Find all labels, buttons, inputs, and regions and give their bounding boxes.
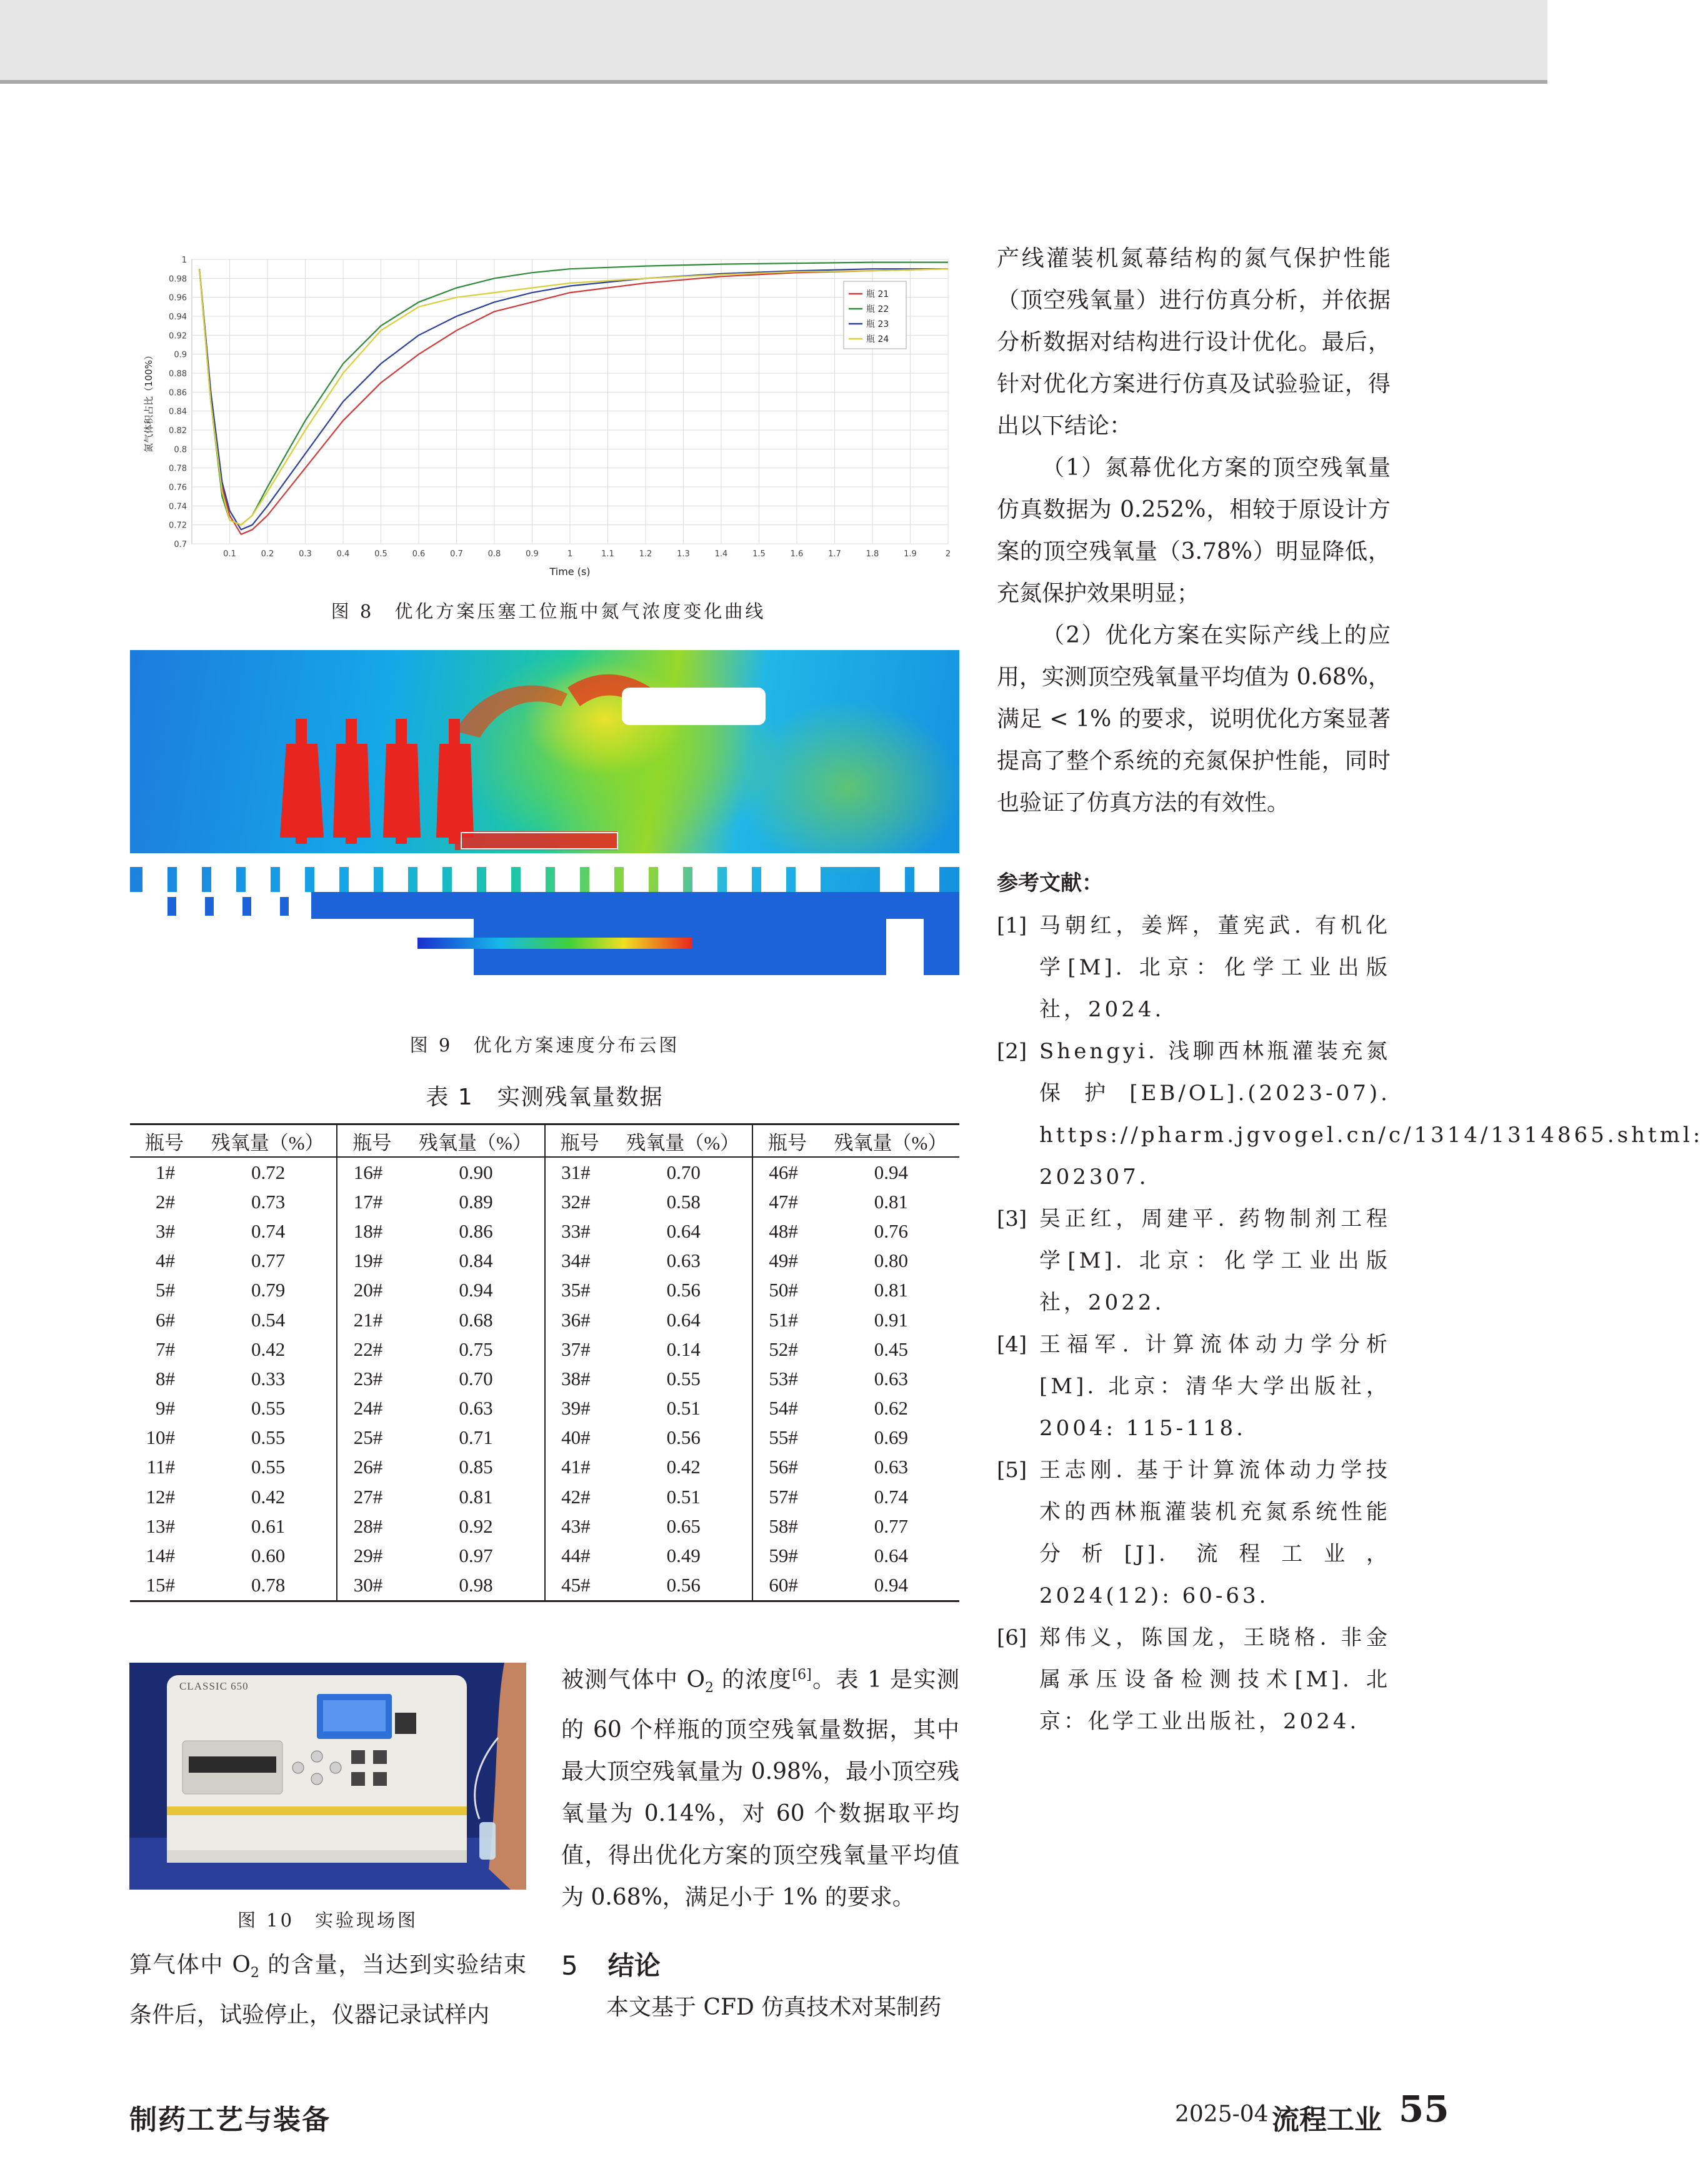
residual-value-cell: 0.84 bbox=[459, 1250, 493, 1272]
x-tick-label: 1.9 bbox=[904, 549, 917, 559]
footer-journal: 流程工业 bbox=[1272, 2104, 1382, 2136]
x-tick-label: 1.5 bbox=[752, 549, 766, 559]
table-row bbox=[130, 1246, 959, 1276]
col-header-bottle: 瓶号 bbox=[337, 1125, 406, 1158]
bottle-id-cell: 35# bbox=[545, 1276, 614, 1305]
residual-value-cell: 0.77 bbox=[251, 1250, 286, 1272]
residual-value-cell: 0.56 bbox=[666, 1426, 701, 1449]
page-number: 55 bbox=[1399, 2088, 1449, 2130]
y-tick-label: 0.92 bbox=[169, 331, 187, 341]
x-tick-label: 0.1 bbox=[223, 549, 236, 559]
bottle-id-cell: 20# bbox=[337, 1276, 406, 1305]
bottle-id-cell: 8# bbox=[156, 1367, 175, 1390]
bottle-id-cell: 15# bbox=[130, 1571, 199, 1601]
residual-value-cell: 0.80 bbox=[874, 1250, 908, 1272]
fig8-caption: 图 8 优化方案压塞工位瓶中氮气浓度变化曲线 bbox=[331, 601, 766, 622]
reference-item bbox=[997, 905, 1391, 1031]
bottle-id-cell: 39# bbox=[545, 1394, 614, 1423]
reference-number: [5] bbox=[997, 1458, 1027, 1483]
y-tick-label: 1 bbox=[181, 256, 187, 265]
bottle-id-cell: 24# bbox=[337, 1394, 406, 1423]
residual-value-cell: 0.81 bbox=[459, 1485, 493, 1508]
bottle-id-cell: 16# bbox=[337, 1157, 406, 1187]
bottle-id-cell: 9# bbox=[156, 1397, 175, 1420]
x-tick-label: 1.8 bbox=[866, 549, 879, 559]
legend-label: 瓶 24 bbox=[866, 334, 889, 344]
col-header-bottle: 瓶号 bbox=[130, 1125, 199, 1158]
footer-section-name: 制药工艺与装备 bbox=[129, 2104, 331, 2136]
conclusion-point-1: （1）氮幕优化方案的顶空残氧量仿真数据为 0.252%，相较于原设计方案的顶空残氧量（3.78%）明显降低，充氮保护效果明显； bbox=[997, 455, 1391, 606]
bottle-id-cell: 36# bbox=[545, 1305, 614, 1335]
residual-value-cell: 0.94 bbox=[459, 1279, 493, 1301]
table-row bbox=[130, 1453, 959, 1482]
residual-value-cell: 0.78 bbox=[199, 1571, 337, 1601]
bottle-id-cell: 50# bbox=[752, 1276, 822, 1305]
residual-value-cell: 0.62 bbox=[874, 1397, 908, 1420]
y-tick-label: 0.82 bbox=[169, 426, 187, 436]
x-axis-label: Time (s) bbox=[549, 566, 591, 578]
bottle-id-cell: 6# bbox=[156, 1308, 175, 1331]
nitrogen-concentration-chart bbox=[134, 247, 962, 588]
residual-value-cell: 0.14 bbox=[666, 1338, 701, 1360]
y-tick-label: 0.94 bbox=[169, 313, 187, 322]
reference-text: 王福军. 计算流体动力学分析[M]. 北京：清华大学出版社，2004: 115-118. bbox=[1039, 1332, 1391, 1441]
reference-number: [1] bbox=[997, 913, 1027, 938]
bottle-id-cell: 13# bbox=[146, 1515, 175, 1537]
experiment-photo bbox=[129, 1663, 526, 1890]
reference-text: 吴正红，周建平. 药物制剂工程学[M]. 北京：化学工业出版社，2022. bbox=[1039, 1206, 1391, 1315]
x-tick-label: 2 bbox=[945, 549, 951, 559]
residual-value-cell: 0.42 bbox=[666, 1456, 701, 1478]
bottle-id-cell: 19# bbox=[337, 1246, 406, 1276]
bottle-id-cell: 57# bbox=[752, 1482, 822, 1511]
residual-value-cell: 0.81 bbox=[874, 1279, 908, 1301]
bottle-id-cell: 54# bbox=[752, 1394, 822, 1423]
bottle-id-cell: 23# bbox=[337, 1364, 406, 1393]
x-tick-label: 0.5 bbox=[374, 549, 387, 559]
col-header-bottle: 瓶号 bbox=[752, 1125, 822, 1158]
residual-value-cell: 0.63 bbox=[874, 1456, 908, 1478]
section-number: 5 bbox=[561, 1950, 578, 1981]
residual-value-cell: 0.64 bbox=[666, 1308, 701, 1331]
photo-brand-label: CLASSIC 650 bbox=[179, 1680, 249, 1692]
residual-value-cell: 0.85 bbox=[459, 1456, 493, 1478]
bottle-id-cell: 26# bbox=[337, 1453, 406, 1482]
reference-item bbox=[997, 1450, 1391, 1617]
col-header-residual: 残氧量（%） bbox=[614, 1125, 752, 1158]
bottle-id-cell: 37# bbox=[545, 1335, 614, 1364]
y-tick-label: 0.88 bbox=[169, 369, 187, 379]
residual-value-cell: 0.63 bbox=[666, 1250, 701, 1272]
residual-value-cell: 0.75 bbox=[459, 1338, 493, 1360]
residual-value-cell: 0.63 bbox=[459, 1397, 493, 1420]
bottle-id-cell: 60# bbox=[752, 1571, 822, 1601]
table-row bbox=[130, 1511, 959, 1541]
bottle-id-cell: 32# bbox=[545, 1187, 614, 1216]
residual-value-cell: 0.49 bbox=[666, 1545, 701, 1567]
reference-item bbox=[997, 1198, 1391, 1324]
residual-value-cell: 0.55 bbox=[251, 1456, 286, 1478]
residual-value-cell: 0.33 bbox=[251, 1367, 286, 1390]
residual-value-cell: 0.70 bbox=[666, 1161, 701, 1183]
bottle-id-cell: 21# bbox=[337, 1305, 406, 1335]
table-row bbox=[130, 1364, 959, 1393]
y-tick-label: 0.86 bbox=[169, 388, 187, 398]
reference-text: Shengyi. 浅聊西林瓶灌装充氮保护[EB/OL].(2023-07). https://pharm.jgvogel.cn/c/1314/1314865.shtml: 202307. bbox=[1039, 1039, 1703, 1190]
residual-value-cell: 0.98 bbox=[406, 1571, 544, 1601]
bottle-id-cell: 17# bbox=[337, 1187, 406, 1216]
conclusion-point-2: （2）优化方案在实际产线上的应用，实测顶空残氧量平均值为 0.68%，满足 < 1% 的要求，说明优化方案显著提高了整个系统的充氮保护性能，同时也验证了仿真方法的有效性。 bbox=[997, 623, 1391, 816]
bottle-id-cell: 51# bbox=[752, 1305, 822, 1335]
residual-value-cell: 0.42 bbox=[251, 1338, 286, 1360]
x-tick-label: 0.2 bbox=[261, 549, 274, 559]
bottle-id-cell: 3# bbox=[156, 1220, 175, 1242]
table-row bbox=[130, 1187, 959, 1216]
table-row bbox=[130, 1157, 959, 1187]
left-bottom-paragraph: 算气体中 $O_2$ 的含量，当达到实验结束条件后，试验停止，仪器记录试样内 bbox=[129, 1952, 526, 2028]
col-header-residual: 残氧量（%） bbox=[406, 1125, 544, 1158]
reference-item bbox=[997, 1031, 1703, 1198]
bottle-id-cell: 22# bbox=[337, 1335, 406, 1364]
table-row bbox=[130, 1541, 959, 1570]
residual-value-cell: 0.77 bbox=[874, 1515, 908, 1537]
residual-value-cell: 0.74 bbox=[251, 1220, 286, 1242]
col-header-residual: 残氧量（%） bbox=[822, 1125, 959, 1158]
conclusion-intro: 产线灌装机氮幕结构的氮气保护性能（顶空残氧量）进行仿真分析，并依据分析数据对结构进行设计优化。最后，针对优化方案进行仿真及试验验证，得出以下结论： bbox=[997, 246, 1391, 439]
residual-value-cell: 0.54 bbox=[251, 1308, 286, 1331]
bottle-id-cell: 52# bbox=[752, 1335, 822, 1364]
bottle-id-cell: 18# bbox=[337, 1216, 406, 1246]
x-tick-label: 1.6 bbox=[790, 549, 804, 559]
residual-value-cell: 0.97 bbox=[459, 1545, 493, 1567]
residual-value-cell: 0.86 bbox=[459, 1220, 493, 1242]
col-header-residual: 残氧量（%） bbox=[199, 1125, 337, 1158]
mid-paragraph: 被测气体中 $O_2$ 的浓度[6]。表 1 是实测的 60 个样瓶的顶空残氧量数据，其中最大顶空残氧量为 0.98%，最小顶空残氧量为 0.14%，对 60 个数据取平均值，得出优化方案的顶空残氧量平均值为 0.68%，满足小于 1% 的要求。 bbox=[561, 1667, 959, 1911]
residual-value-cell: 0.61 bbox=[251, 1515, 286, 1537]
y-tick-label: 0.78 bbox=[169, 464, 187, 474]
bottle-id-cell: 29# bbox=[337, 1541, 406, 1570]
legend-label: 瓶 21 bbox=[866, 289, 889, 299]
table-row bbox=[130, 1482, 959, 1511]
legend-label: 瓶 23 bbox=[866, 319, 889, 329]
residual-value-cell: 0.56 bbox=[666, 1279, 701, 1301]
bottle-id-cell: 28# bbox=[337, 1511, 406, 1541]
references-list bbox=[997, 905, 1703, 1743]
section-title: 结论 bbox=[607, 1950, 661, 1981]
residual-value-cell: 0.79 bbox=[251, 1279, 286, 1301]
y-tick-label: 0.74 bbox=[169, 502, 187, 512]
residual-value-cell: 0.70 bbox=[459, 1367, 493, 1390]
header-rule bbox=[0, 80, 1547, 84]
y-tick-label: 0.98 bbox=[169, 274, 187, 284]
table-title: 表 1 实测残氧量数据 bbox=[426, 1084, 664, 1110]
x-tick-label: 0.8 bbox=[487, 549, 501, 559]
residual-value-cell: 0.60 bbox=[251, 1545, 286, 1567]
residual-value-cell: 0.45 bbox=[874, 1338, 908, 1360]
y-tick-label: 0.9 bbox=[174, 350, 187, 360]
bottle-id-cell: 53# bbox=[752, 1364, 822, 1393]
residual-oxygen-table bbox=[130, 1123, 959, 1602]
bottle-id-cell: 40# bbox=[545, 1423, 614, 1453]
x-tick-label: 0.4 bbox=[336, 549, 350, 559]
y-tick-label: 0.96 bbox=[169, 293, 187, 303]
y-axis-label: 氮气体积占比（100%） bbox=[143, 351, 154, 453]
x-tick-label: 1.1 bbox=[601, 549, 614, 559]
bottle-id-cell: 55# bbox=[752, 1423, 822, 1453]
table-row bbox=[130, 1305, 959, 1335]
bottle-id-cell: 45# bbox=[545, 1571, 614, 1601]
y-tick-label: 0.8 bbox=[174, 445, 187, 455]
x-tick-label: 0.6 bbox=[412, 549, 426, 559]
x-tick-label: 1 bbox=[567, 549, 573, 559]
residual-value-cell: 0.64 bbox=[874, 1545, 908, 1567]
right-column-text bbox=[997, 238, 1391, 824]
residual-value-cell: 0.65 bbox=[666, 1515, 701, 1537]
x-tick-label: 1.3 bbox=[677, 549, 690, 559]
bottle-id-cell: 25# bbox=[337, 1423, 406, 1453]
residual-value-cell: 0.42 bbox=[251, 1485, 286, 1508]
bottle-id-cell: 33# bbox=[545, 1216, 614, 1246]
bottle-id-cell: 12# bbox=[146, 1485, 175, 1508]
bottle-id-cell: 31# bbox=[545, 1157, 614, 1187]
residual-value-cell: 0.51 bbox=[666, 1485, 701, 1508]
footer-issue: 2025-04 bbox=[1175, 2101, 1269, 2127]
table-row bbox=[130, 1216, 959, 1246]
bottle-id-cell: 42# bbox=[545, 1482, 614, 1511]
bottle-id-cell: 59# bbox=[752, 1541, 822, 1570]
residual-value-cell: 0.90 bbox=[459, 1161, 493, 1183]
table-row bbox=[130, 1423, 959, 1453]
fig9-caption: 图 9 优化方案速度分布云图 bbox=[409, 1034, 680, 1056]
y-tick-label: 0.7 bbox=[174, 540, 187, 549]
x-tick-label: 1.4 bbox=[714, 549, 728, 559]
bottle-id-cell: 2# bbox=[156, 1190, 175, 1213]
residual-value-cell: 0.58 bbox=[666, 1190, 701, 1213]
bottle-id-cell: 11# bbox=[146, 1456, 175, 1478]
x-tick-label: 1.2 bbox=[639, 549, 652, 559]
residual-value-cell: 0.94 bbox=[822, 1571, 959, 1601]
residual-value-cell: 0.64 bbox=[666, 1220, 701, 1242]
references-heading: 参考文献： bbox=[997, 871, 1103, 896]
bottle-id-cell: 48# bbox=[752, 1216, 822, 1246]
y-tick-label: 0.84 bbox=[169, 407, 187, 417]
table-row bbox=[130, 1394, 959, 1423]
residual-value-cell: 0.81 bbox=[874, 1190, 908, 1213]
page-header-band bbox=[0, 0, 1547, 80]
reference-number: [6] bbox=[997, 1625, 1027, 1650]
col-header-bottle: 瓶号 bbox=[545, 1125, 614, 1158]
residual-value-cell: 0.55 bbox=[251, 1426, 286, 1449]
bottle-id-cell: 43# bbox=[545, 1511, 614, 1541]
bottle-id-cell: 46# bbox=[752, 1157, 822, 1187]
bottle-id-cell: 41# bbox=[545, 1453, 614, 1482]
residual-value-cell: 0.68 bbox=[459, 1308, 493, 1331]
x-tick-label: 1.7 bbox=[828, 549, 841, 559]
residual-value-cell: 0.73 bbox=[251, 1190, 286, 1213]
residual-value-cell: 0.94 bbox=[874, 1161, 908, 1183]
residual-value-cell: 0.56 bbox=[614, 1571, 752, 1601]
legend-label: 瓶 22 bbox=[866, 304, 889, 314]
reference-text: 王志刚. 基于计算流体动力学技术的西林瓶灌装机充氮系统性能分析[J]. 流程工业，2024(12): 60-63. bbox=[1039, 1458, 1391, 1608]
residual-value-cell: 0.91 bbox=[874, 1308, 908, 1331]
section-heading bbox=[561, 1945, 661, 1983]
bottle-id-cell: 44# bbox=[545, 1541, 614, 1570]
bottle-id-cell: 30# bbox=[337, 1571, 406, 1601]
x-tick-label: 0.3 bbox=[299, 549, 312, 559]
table-row bbox=[130, 1276, 959, 1305]
y-tick-label: 0.72 bbox=[169, 521, 187, 531]
bottle-id-cell: 34# bbox=[545, 1246, 614, 1276]
y-tick-label: 0.76 bbox=[169, 483, 187, 493]
bottle-id-cell: 1# bbox=[156, 1161, 175, 1183]
residual-value-cell: 0.72 bbox=[251, 1161, 286, 1183]
residual-value-cell: 0.71 bbox=[459, 1426, 493, 1449]
residual-value-cell: 0.51 bbox=[666, 1397, 701, 1420]
reference-number: [2] bbox=[997, 1039, 1027, 1064]
residual-value-cell: 0.55 bbox=[251, 1397, 286, 1420]
section-paragraph: 本文基于 CFD 仿真技术对某制药 bbox=[606, 1995, 942, 2020]
residual-value-cell: 0.55 bbox=[666, 1367, 701, 1390]
bottle-id-cell: 7# bbox=[156, 1338, 175, 1360]
bottle-id-cell: 4# bbox=[156, 1250, 175, 1272]
table-row bbox=[130, 1335, 959, 1364]
bottle-id-cell: 47# bbox=[752, 1187, 822, 1216]
reference-item bbox=[997, 1324, 1391, 1450]
fig10-caption: 图 10 实验现场图 bbox=[237, 1910, 419, 1931]
reference-number: [4] bbox=[997, 1332, 1027, 1357]
reference-item bbox=[997, 1617, 1391, 1743]
bottle-id-cell: 5# bbox=[156, 1279, 175, 1301]
residual-value-cell: 0.63 bbox=[874, 1367, 908, 1390]
residual-value-cell: 0.69 bbox=[874, 1426, 908, 1449]
bottle-id-cell: 38# bbox=[545, 1364, 614, 1393]
residual-value-cell: 0.92 bbox=[459, 1515, 493, 1537]
x-tick-label: 0.7 bbox=[450, 549, 463, 559]
table-row bbox=[130, 1571, 959, 1601]
x-tick-label: 0.9 bbox=[526, 549, 539, 559]
bottle-id-cell: 14# bbox=[146, 1545, 175, 1567]
reference-number: [3] bbox=[997, 1206, 1027, 1231]
bottle-id-cell: 27# bbox=[337, 1482, 406, 1511]
bottle-id-cell: 58# bbox=[752, 1511, 822, 1541]
bottle-id-cell: 56# bbox=[752, 1453, 822, 1482]
residual-value-cell: 0.76 bbox=[874, 1220, 908, 1242]
reference-text: 马朝红，姜辉，董宪武. 有机化学[M]. 北京：化学工业出版社，2024. bbox=[1039, 913, 1391, 1022]
residual-value-cell: 0.89 bbox=[459, 1190, 493, 1213]
reference-text: 郑伟义，陈国龙，王晓格. 非金属承压设备检测技术[M]. 北京：化学工业出版社，2024. bbox=[1039, 1625, 1391, 1734]
bottle-id-cell: 10# bbox=[146, 1426, 175, 1449]
bottle-id-cell: 49# bbox=[752, 1246, 822, 1276]
velocity-contour-image bbox=[130, 650, 959, 979]
residual-value-cell: 0.74 bbox=[874, 1485, 908, 1508]
